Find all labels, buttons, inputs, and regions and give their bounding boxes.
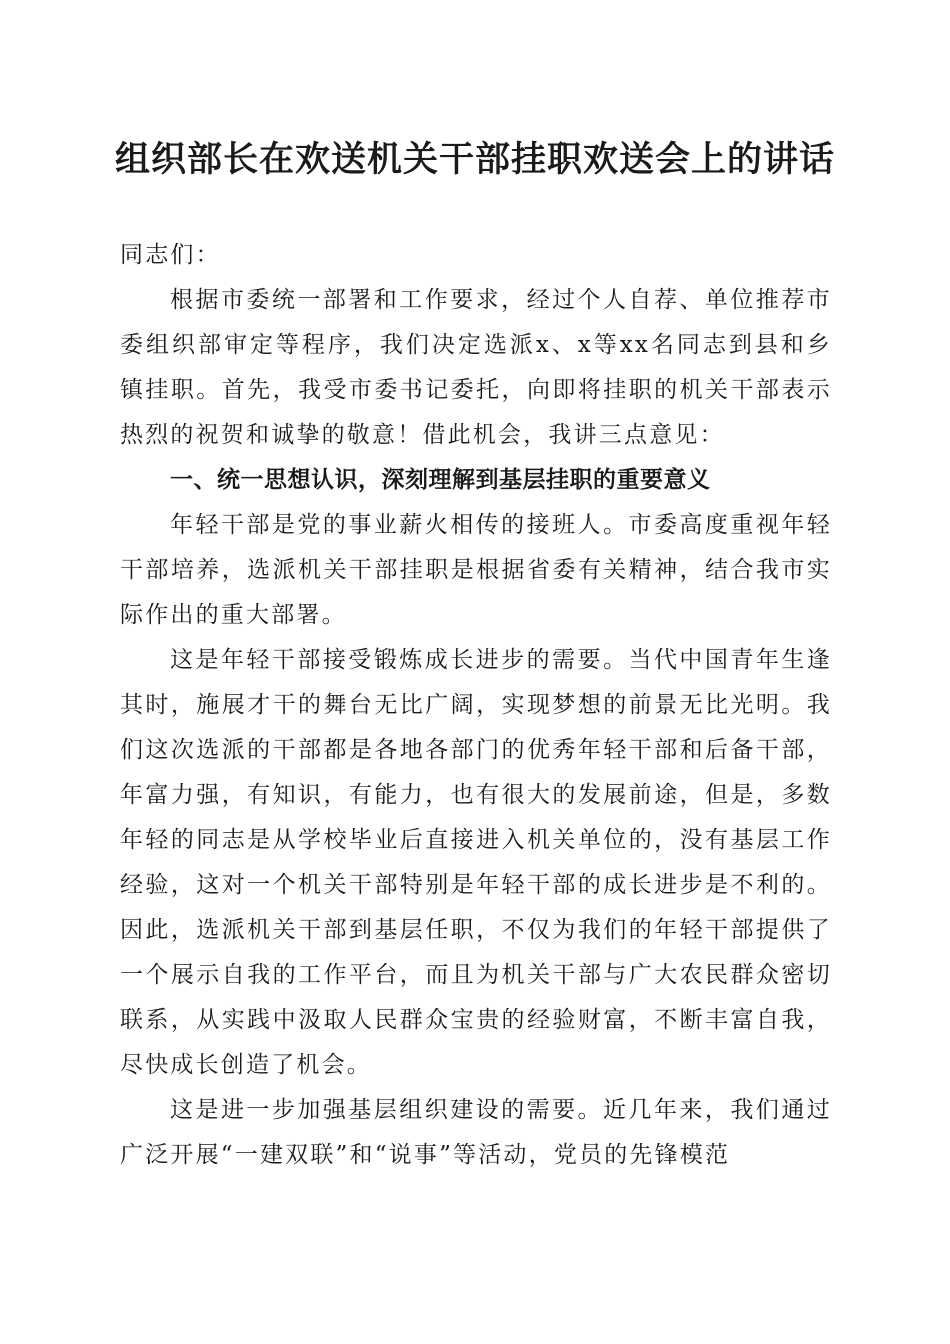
document-body <box>120 233 832 1178</box>
salutation: 同志们： <box>120 242 221 268</box>
paragraph-growth-need: 这是年轻干部接受锻炼成长进步的需要。当代中国青年生逢其时，施展才干的舞台无比广阔，实现梦想的前景无比光明。我们这次选派的干部都是各地各部门的优秀年轻干部和后备干部，年富力强，有知识，有能力，也有很大的发展前途，但是，多数年轻的同志是从学校毕业后直接进入机关单位的，没有基层工作经验，这对一个机关干部特别是年轻干部的成长进步是不利的。因此，选派机关干部到基层任职，不仅为我们的年轻干部提供了一个展示自我的工作平台，而且为机关干部与广大农民群众密切联系，从实践中汲取人民群众宝贵的经验财富，不断丰富自我，尽快成长创造了机会。 <box>120 647 832 1078</box>
paragraph-intro: 根据市委统一部署和工作要求，经过个人自荐、单位推荐市委组织部审定等程序，我们决定选派x、x等xx名同志到县和乡镇挂职。首先，我受市委书记委托，向即将挂职的机关干部表示热烈的祝贺和诚挚的敬意！借此机会，我讲三点意见： <box>120 287 832 448</box>
paragraph-young-cadres: 年轻干部是党的事业薪火相传的接班人。市委高度重视年轻干部培养，选派机关干部挂职是根据省委有关精神，结合我市实际作出的重大部署。 <box>120 512 832 628</box>
paragraph-grassroots-need: 这是进一步加强基层组织建设的需要。近几年来，我们通过广泛开展“一建双联”和“说事”等活动，党员的先锋模范 <box>120 1097 832 1168</box>
section-heading-1: 一、统一思想认识，深刻理解到基层挂职的重要意义 <box>170 467 711 493</box>
document-title: 组织部长在欢送机关干部挂职欢送会上的讲话 <box>114 139 835 180</box>
